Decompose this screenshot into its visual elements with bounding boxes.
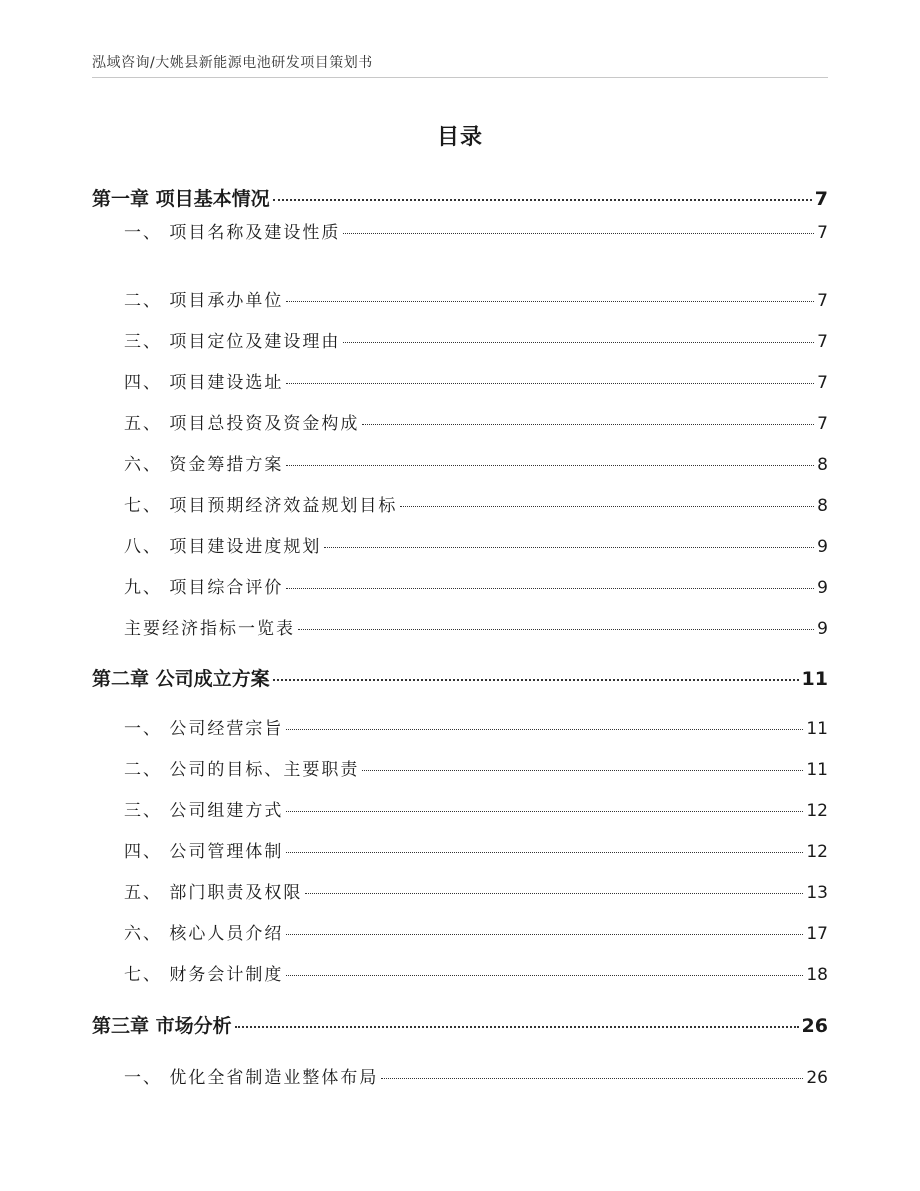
dot-leader: [286, 934, 803, 935]
toc-entry-section[interactable]: [92, 286, 828, 311]
toc-entry-page: 26: [806, 1068, 828, 1088]
toc-entry-label: 六、 资金筹措方案: [124, 455, 284, 475]
toc-entry-page: 9: [817, 619, 828, 639]
header-divider: [92, 77, 828, 78]
dot-leader: [343, 342, 814, 343]
dot-leader: [298, 629, 814, 630]
toc-entry-page: 13: [806, 883, 828, 903]
toc-entry-page: 18: [806, 965, 828, 985]
running-header: 泓域咨询/大姚县新能源电池研发项目策划书: [92, 55, 373, 71]
toc-entry-page: 7: [817, 223, 828, 243]
toc-entry-section[interactable]: [92, 960, 828, 985]
toc-entry-page: 11: [801, 668, 828, 690]
toc-entry-chapter[interactable]: [92, 664, 828, 691]
toc-entry-section[interactable]: [92, 796, 828, 821]
dot-leader: [362, 770, 803, 771]
dot-leader: [343, 233, 814, 234]
dot-leader: [286, 975, 803, 976]
dot-leader: [286, 465, 814, 466]
toc-entry-section[interactable]: [92, 218, 828, 243]
toc-entry-section[interactable]: [92, 878, 828, 903]
toc-entry-section[interactable]: [92, 532, 828, 557]
toc-entry-page: 7: [817, 291, 828, 311]
toc-entry-label: 四、 公司管理体制: [124, 842, 284, 862]
toc-entry-label: 一、 项目名称及建设性质: [124, 223, 341, 243]
toc-entry-label: 一、 公司经营宗旨: [124, 719, 284, 739]
toc-entry-label: 五、 项目总投资及资金构成: [124, 414, 360, 434]
toc-entry-section[interactable]: [92, 327, 828, 352]
toc-entry-label: 七、 项目预期经济效益规划目标: [124, 496, 398, 516]
toc-entry-page: 9: [817, 537, 828, 557]
toc-entry-label: 七、 财务会计制度: [124, 965, 284, 985]
toc-entry-section[interactable]: [92, 614, 828, 639]
toc-entry-page: 7: [817, 332, 828, 352]
dot-leader: [400, 506, 814, 507]
toc-entry-page: 9: [817, 578, 828, 598]
toc-entry-page: 17: [806, 924, 828, 944]
toc-entry-page: 11: [806, 719, 828, 739]
toc-entry-label: 五、 部门职责及权限: [124, 883, 303, 903]
toc-entry-label: 第二章 公司成立方案: [92, 668, 270, 690]
toc-entry-page: 7: [817, 373, 828, 393]
dot-leader: [286, 588, 814, 589]
toc-entry-label: 八、 项目建设进度规划: [124, 537, 322, 557]
toc-entry-section[interactable]: [92, 919, 828, 944]
toc-entry-label: 三、 项目定位及建设理由: [124, 332, 341, 352]
toc-entry-label: 九、 项目综合评价: [124, 578, 284, 598]
toc-entry-section[interactable]: [92, 368, 828, 393]
toc-entry-section[interactable]: [92, 1063, 828, 1088]
toc-entry-page: 8: [817, 496, 828, 516]
dot-leader: [273, 679, 799, 681]
toc-entry-page: 12: [806, 801, 828, 821]
dot-leader: [305, 893, 803, 894]
toc-entry-page: 12: [806, 842, 828, 862]
dot-leader: [286, 811, 803, 812]
dot-leader: [286, 301, 814, 302]
toc-entry-section[interactable]: [92, 491, 828, 516]
toc-entry-section[interactable]: [92, 755, 828, 780]
toc-entry-label: 主要经济指标一览表: [124, 619, 295, 639]
toc-entry-chapter[interactable]: [92, 1011, 828, 1038]
dot-leader: [324, 547, 814, 548]
toc-entry-page: 7: [814, 188, 828, 210]
toc-entry-section[interactable]: [92, 573, 828, 598]
toc-entry-label: 第一章 项目基本情况: [92, 188, 270, 210]
toc-title: 目录: [436, 125, 483, 150]
toc-entry-section[interactable]: [92, 714, 828, 739]
toc-entry-label: 二、 公司的目标、主要职责: [124, 760, 360, 780]
dot-leader: [286, 729, 803, 730]
toc-entry-section[interactable]: [92, 409, 828, 434]
dot-leader: [235, 1026, 799, 1028]
toc-entry-page: 11: [806, 760, 828, 780]
dot-leader: [362, 424, 814, 425]
toc-entry-label: 六、 核心人员介绍: [124, 924, 284, 944]
dot-leader: [286, 383, 814, 384]
toc-entry-label: 三、 公司组建方式: [124, 801, 284, 821]
toc-entry-page: 26: [801, 1015, 828, 1037]
toc-entry-chapter[interactable]: [92, 184, 828, 211]
dot-leader: [381, 1078, 803, 1079]
toc-entry-section[interactable]: [92, 450, 828, 475]
dot-leader: [286, 852, 803, 853]
dot-leader: [273, 199, 812, 201]
toc-entry-section[interactable]: [92, 837, 828, 862]
toc-entry-label: 一、 优化全省制造业整体布局: [124, 1068, 379, 1088]
toc-entry-page: 8: [817, 455, 828, 475]
toc-entry-label: 第三章 市场分析: [92, 1015, 232, 1037]
toc-entry-label: 二、 项目承办单位: [124, 291, 284, 311]
toc-entry-label: 四、 项目建设选址: [124, 373, 284, 393]
toc-entry-page: 7: [817, 414, 828, 434]
